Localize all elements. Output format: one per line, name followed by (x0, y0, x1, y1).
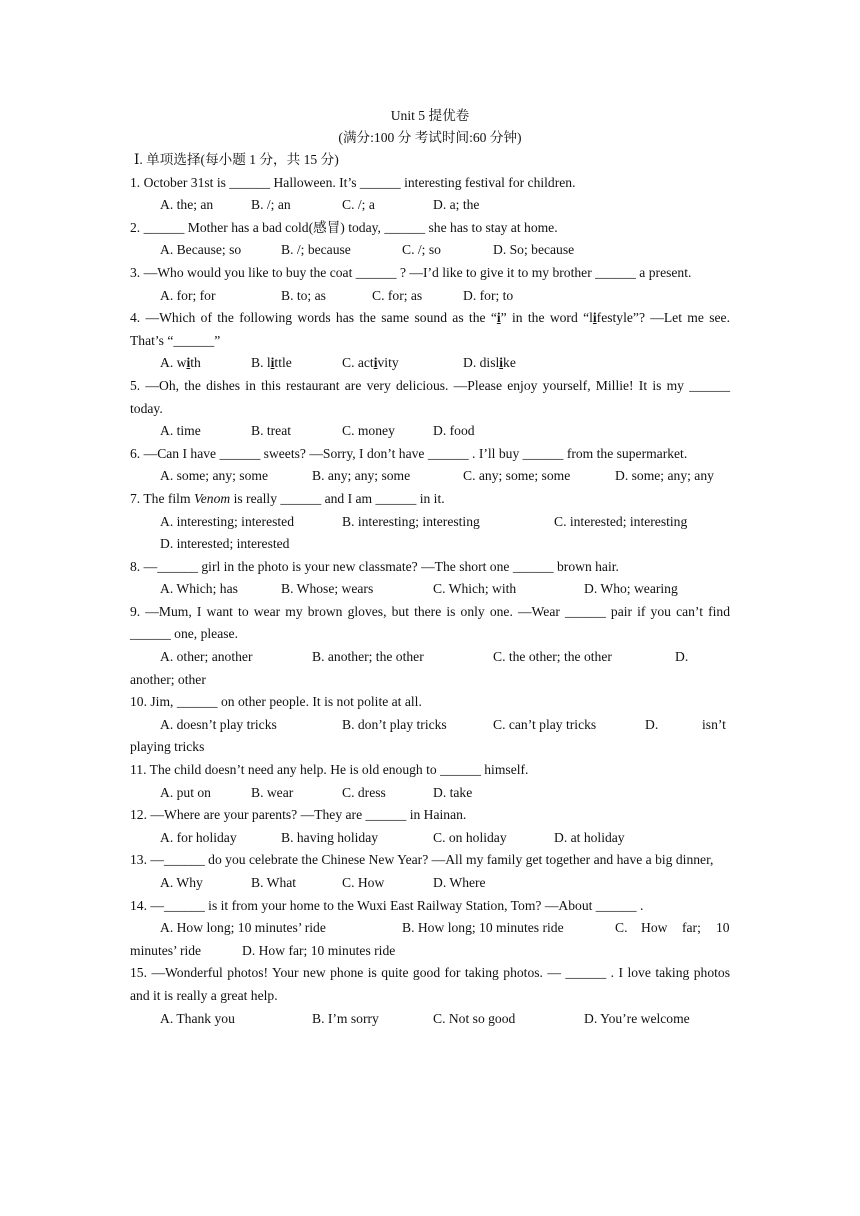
option-a: A. time (160, 423, 201, 439)
option-c: C. any; some; some (463, 468, 571, 484)
option-d: D. You’re welcome (584, 1010, 690, 1026)
option-c: C. interested; interesting (554, 513, 688, 529)
option-d: D. Who; wearing (584, 581, 678, 597)
option-a: A. some; any; some (160, 468, 268, 484)
option-c: C. Not so good (433, 1010, 516, 1026)
page-subtitle: (满分:100 分 考试时间:60 分钟) (338, 130, 522, 145)
option-d: D. a; the (433, 197, 480, 213)
section-heading: Ⅰ. 单项选择(每小题 1 分，共 15 分) (134, 152, 339, 167)
question-13: 13. —______ do you celebrate the Chinese New Year? —All my family get together and have a big dinner, (130, 852, 714, 868)
question-7-part: 7. The film (130, 490, 194, 506)
option-a: A. other; another (160, 649, 253, 665)
question-4-part: 4. —Which of the following words has the same sound as the “ (130, 310, 497, 326)
question-12: 12. —Where are your parents? —They are ______ in Hainan. (130, 807, 467, 823)
question-5: 5. —Oh, the dishes in this restaurant are very delicious. —Please enjoy yourself, Millie! It is my ______ today. (130, 377, 730, 416)
option-a: A. put on (160, 784, 211, 800)
option-c: C. activity (342, 355, 399, 371)
option-d: D. dislike (463, 355, 516, 371)
option-d: D. some; any; any (615, 468, 714, 484)
option-a: A. How long; 10 minutes’ ride (160, 920, 326, 936)
question-8: 8. —______ girl in the photo is your new classmate? —The short one ______ brown hair. (130, 558, 619, 574)
options-9 (130, 646, 730, 669)
option-c: C. (615, 920, 628, 936)
option-b: B. don’t play tricks (342, 716, 447, 732)
option-c: C. dress (342, 784, 386, 800)
options-15 (130, 1008, 730, 1031)
option-b: B. to; as (281, 287, 326, 303)
question-7 (130, 488, 730, 511)
option-d-text: isn’t (702, 716, 726, 732)
option-b: B. any; any; some (312, 468, 411, 484)
question-7-part: is really ______ and I am ______ in it. (230, 490, 445, 506)
option-c: C. How (342, 875, 385, 890)
option-b: B. I’m sorry (312, 1010, 379, 1026)
option-b: B. How long; 10 minutes ride (402, 920, 564, 936)
option-b: B. /; an (251, 197, 291, 213)
option-a: A. interesting; interested (160, 513, 295, 529)
option-b: B. /; because (281, 242, 351, 258)
option-d: D. take (433, 784, 473, 800)
options-4 (130, 352, 730, 375)
question-14: 14. —______ is it from your home to the Wuxi East Railway Station, Tom? —About ______ . (130, 897, 644, 913)
question-4-part: festyle”? —Let me see. That’s “______” (130, 310, 730, 348)
option-c-text: 10 (716, 920, 730, 936)
options-11 (130, 782, 730, 805)
option-d: D. interested; interested (160, 536, 290, 552)
option-b: B. What (251, 875, 297, 890)
question-3: 3. —Who would you like to buy the coat ______ ? —I’d like to give it to my brother ______ a present. (130, 264, 692, 280)
option-c: C. on holiday (433, 829, 507, 845)
options-10 (130, 714, 730, 737)
question-9: 9. —Mum, I want to wear my brown gloves, but there is only one. —Wear ______ pair if you can’t find ______ one, please. (130, 603, 730, 642)
option-a: A. Which; has (160, 581, 238, 597)
option-a: A. for; for (160, 287, 216, 303)
option-b: B. interesting; interesting (342, 513, 480, 529)
option-c: C. /; a (342, 197, 375, 213)
option-d: D. Where (433, 875, 486, 890)
option-b: B. having holiday (281, 829, 379, 845)
exam-content (130, 105, 730, 1030)
question-15: 15. —Wonderful photos! Your new phone is quite good for taking photos. — ______ . I love taking photos and it is really a great help. (130, 965, 730, 1003)
option-d: D. at holiday (554, 829, 625, 845)
option-c-text: How (641, 920, 668, 936)
option-b: B. treat (251, 423, 292, 439)
question-1: 1. October 31st is ______ Halloween. It’s ______ interesting festival for children. (130, 174, 576, 190)
option-d-text-cont: playing tricks (130, 739, 205, 755)
option-d-text: another; other (130, 671, 206, 687)
option-a: A. Thank you (160, 1010, 235, 1026)
page-title: Unit 5 提优卷 (390, 108, 470, 123)
option-d: D. for; to (463, 287, 514, 303)
option-a: A. for holiday (160, 829, 237, 845)
options-7-cont (130, 533, 730, 556)
option-c-text: far; (682, 920, 701, 936)
option-c-text-cont: minutes’ ride (130, 942, 202, 958)
question-11: 11. The child doesn’t need any help. He is old enough to ______ himself. (130, 762, 529, 778)
options-14 (130, 917, 730, 940)
option-b: B. little (251, 355, 292, 371)
option-a: A. with (160, 355, 201, 371)
option-d: D. food (433, 423, 475, 439)
options-1 (130, 194, 730, 217)
option-a: A. Because; so (160, 242, 242, 258)
option-d: D. (645, 716, 659, 732)
option-c: C. money (342, 423, 395, 439)
question-4-part: ” in the word “l (500, 310, 593, 326)
option-c: C. /; so (402, 242, 441, 258)
options-7 (130, 511, 730, 534)
option-c: C. the other; the other (493, 649, 612, 665)
question-2: 2. ______ Mother has a bad cold(感冒) today, ______ she has to stay at home. (130, 219, 558, 235)
options-14-cont (130, 940, 730, 963)
options-5 (130, 420, 730, 443)
options-3 (130, 285, 730, 308)
film-title: Venom (193, 490, 231, 506)
option-a: A. Why (160, 875, 203, 890)
options-2 (130, 239, 730, 262)
question-10: 10. Jim, ______ on other people. It is not polite at all. (130, 694, 422, 710)
option-b: B. another; the other (312, 649, 424, 665)
question-6: 6. —Can I have ______ sweets? —Sorry, I don’t have ______ . I’ll buy ______ from the supermarket. (130, 445, 688, 461)
option-b: B. Whose; wears (281, 581, 374, 597)
options-10-cont (130, 736, 730, 759)
options-6 (130, 465, 730, 488)
option-c: C. for; as (372, 287, 423, 303)
options-12 (130, 827, 730, 850)
underlined-letter: i (592, 310, 597, 326)
option-a: A. doesn’t play tricks (160, 716, 277, 732)
options-13 (130, 872, 730, 895)
option-d: D. (675, 649, 689, 665)
option-d: D. So; because (493, 242, 575, 258)
option-b: B. wear (251, 784, 294, 800)
option-a: A. the; an (160, 197, 214, 213)
underlined-letter: i (496, 310, 501, 326)
options-9-cont (130, 669, 730, 692)
option-d: D. How far; 10 minutes ride (242, 942, 396, 958)
option-c: C. Which; with (433, 581, 517, 597)
option-c: C. can’t play tricks (493, 716, 597, 732)
question-4 (130, 307, 730, 352)
options-8 (130, 578, 730, 601)
